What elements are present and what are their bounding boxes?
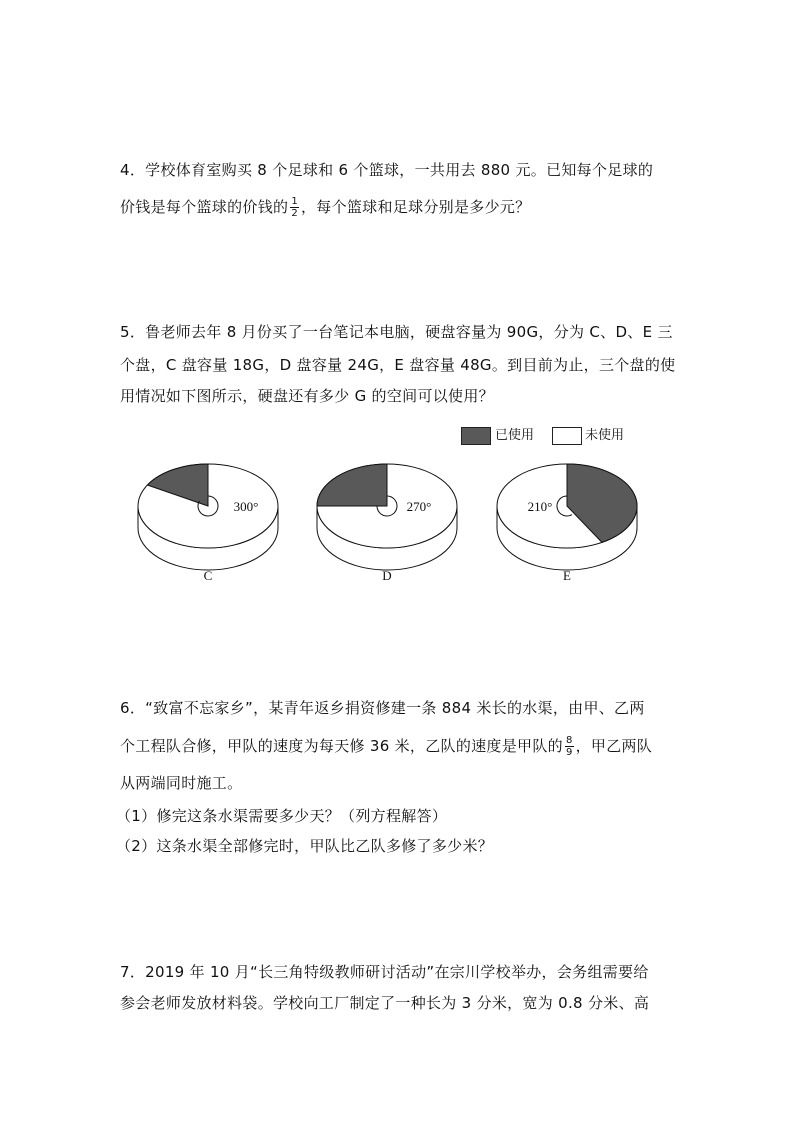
- legend-used-label: 已使用: [495, 428, 535, 443]
- q6-line-2-start: 个工程队合修，甲队的速度为每天修 36 米，乙队的速度是甲队的: [120, 737, 563, 755]
- q6-line-3: 从两端同时施工。: [120, 774, 243, 792]
- q6-sub-question-1: （1）修完这条水渠需要多少天？（列方程解答）: [116, 807, 448, 825]
- q5-line-2: 个盘，C 盘容量 18G，D 盘容量 24G，E 盘容量 48G。到目前为止，三个盘的使: [120, 356, 676, 374]
- q4-line-2: [120, 196, 531, 219]
- disk-label: C: [203, 568, 213, 583]
- q6-line-2-end: ，甲乙两队: [575, 737, 653, 755]
- q7-line-2: 参会老师发放材料袋。学校向工厂制定了一种长为 3 分米，宽为 0.8 分米、高: [120, 994, 650, 1012]
- angle-label: 300°: [233, 499, 259, 514]
- angle-label: 210°: [527, 499, 553, 514]
- disk-used-slice: [317, 464, 387, 506]
- fraction-one-half: [290, 196, 299, 219]
- q6-line-2: [120, 735, 652, 758]
- disk-label: E: [563, 568, 571, 583]
- disk-usage-chart: [0, 450, 794, 610]
- angle-label: 270°: [406, 499, 432, 514]
- q4-line-2-start: 价钱是每个篮球的价钱的: [120, 198, 289, 216]
- q6-line-1: 6．“致富不忘家乡”，某青年返乡捐资修建一条 884 米长的水渠，由甲、乙两: [120, 699, 645, 717]
- fraction-numerator: 8: [565, 735, 573, 746]
- legend-used-swatch: [461, 427, 491, 445]
- legend-unused-label: 未使用: [585, 428, 625, 443]
- fraction-denominator: 2: [291, 208, 298, 219]
- fraction-numerator: 1: [291, 196, 298, 207]
- q6-sub-question-2: （2）这条水渠全部修完时，甲队比乙队多修了多少米？: [116, 837, 494, 855]
- q5-line-3: 用情况如下图所示，硬盘还有多少 G 的空间可以使用？: [120, 387, 494, 405]
- fraction-eight-ninths: [565, 735, 574, 758]
- disk-label: D: [382, 568, 392, 583]
- q7-line-1: 7．2019 年 10 月“长三角特级教师研讨活动”在宗川学校举办，会务组需要给: [120, 963, 649, 981]
- fraction-denominator: 9: [565, 747, 573, 758]
- legend-unused-swatch: [552, 427, 582, 445]
- q5-line-1: 5．鲁老师去年 8 月份买了一台笔记本电脑，硬盘容量为 90G，分为 C、D、E 三: [120, 323, 673, 341]
- q4-line-1: 4．学校体育室购买 8 个足球和 6 个篮球，一共用去 880 元。已知每个足球的: [120, 161, 654, 179]
- q4-line-2-end: ，每个篮球和足球分别是多少元？: [300, 198, 531, 216]
